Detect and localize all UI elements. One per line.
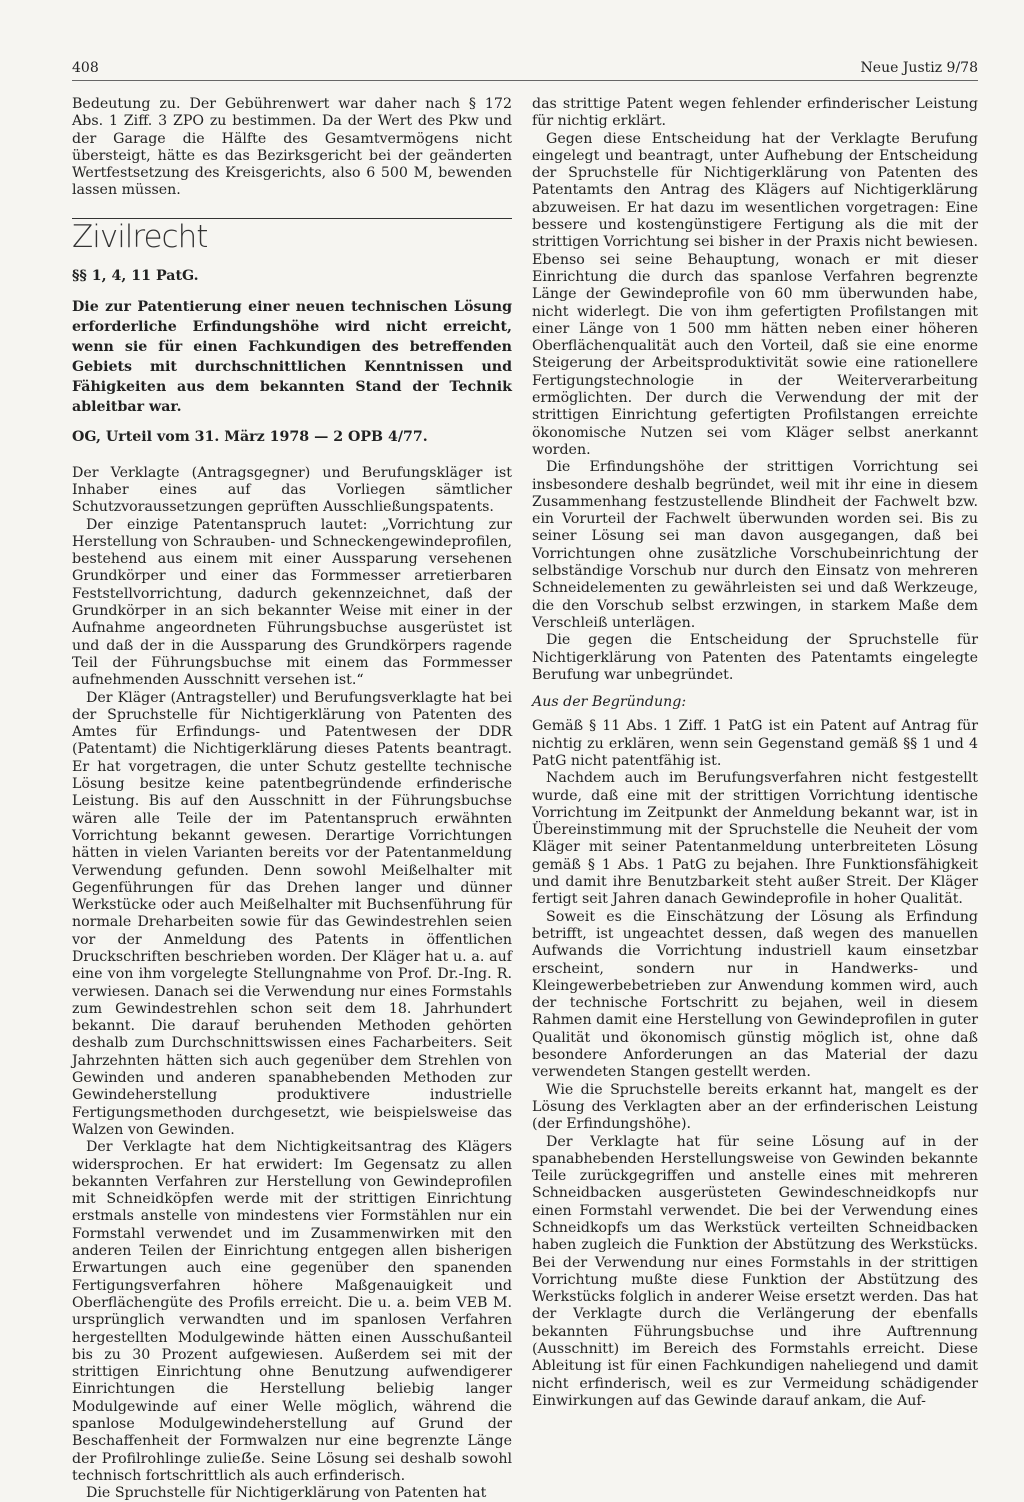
headnote: Die zur Patentierung einer neuen technischen Lösung erforderliche Erfindungshöhe wird nicht erreicht, wenn sie für einen Fachkundigen des betreffenden Gebiets mit durchschnittlichen Kenntnissen und Fähigkeiten aus dem bekannten Stand der Technik ableitbar war. (72, 299, 512, 416)
body-paragraph: Der einzige Patentanspruch lautet: „Vorrichtung zur Herstellung von Schrauben- und Schneckengewindeprofilen, bestehend aus einem mit einer Aussparung versehenen Grundkörper und einer das Formmesser arretierbaren Feststellvorrichtung, dadurch gekennzeichnet, daß der Grundkörper in an sich bekannter Weise mit einer in der Aufnahme angeordneten Führungsbuchse ausgerüstet ist und daß der in die Aussparung des Grundkörpers ragende Teil der Führungsbuchse mit einem das Formmesser aufnehmenden Ausschnitt versehen ist.“ (72, 516, 512, 689)
left-column (72, 96, 512, 1502)
body-paragraph: Der Verklagte hat für seine Lösung auf in der spanabhebenden Herstellungsweise von Gewinden bekannte Teile zurückgegriffen und anstelle eines mit mehreren Schneidbacken ausgerüsteten Gewindeschneidkopfs nur einen Formstahl verwendet. Die bei der Verwendung eines Schneidkopfs um das Werkstück verteilten Schneidbacken haben zugleich die Funktion der Abstützung des Werkstücks. Bei der Verwendung nur eines Formstahls in der strittigen Vorrichtung mußte diese Funktion der Abstützung des Werkstücks folglich in anderer Weise ersetzt werden. Das hat der Verklagte durch die Verlängerung der ebenfalls bekannten Führungsbuchse und ihre Auftrennung (Ausschnitt) im Bereich des Formstahls erreicht. Diese Ableitung ist für einen Fachkundigen naheliegend und damit nicht erfinderisch, weil es zur Vermeidung schädigender Einwirkungen auf das Gewinde darauf ankam, die Auf- (532, 1133, 978, 1409)
page-header (0, 56, 1024, 80)
reasons-subheading: Aus der Begründung: (532, 694, 687, 711)
body-paragraph: Nachdem auch im Berufungsverfahren nicht festgestellt wurde, daß eine mit der strittigen Vorrichtung identische Vorrichtung im Zeitpunkt der Anmeldung bekannt war, ist in Übereinstimmung mit der Spruchstelle die Neuheit der vom Kläger mit seiner Patentanmeldung unterbreiteten Lösung gemäß § 1 Abs. 1 PatG zu bejahen. Ihre Funktionsfähigkeit und damit ihre Benutzbarkeit steht außer Streit. Der Kläger fertigt seit Jahren danach Gewindeprofile in hoher Qualität. (532, 770, 978, 908)
body-paragraph: Die gegen die Entscheidung der Spruchstelle für Nichtigerklärung von Patenten des Patentamts eingelegte Berufung war unbegründet. (532, 632, 978, 683)
court-reference: OG, Urteil vom 31. März 1978 — 2 OPB 4/77. (72, 429, 428, 446)
paragraph-reference: §§ 1, 4, 11 PatG. (72, 268, 199, 285)
right-column (532, 96, 978, 1410)
body-paragraph: Der Kläger (Antragsteller) und Berufungsverklagte hat bei der Spruchstelle für Nichtigerklärung von Patenten des Amtes für Erfindungs- und Patentwesen der DDR (Patentamt) die Nichtigerklärung dieses Patents beantragt. Er hat vorgetragen, die unter Schutz gestellte technische Lösung besitze keine patentbegründende erfinderische Leistung. Bis auf den Ausschnitt in der Führungsbuchse wären alle Teile der im Patentanspruch erwähnten Vorrichtung bekannt gewesen. Derartige Vorrichtungen hätten in vielen Varianten bereits vor der Patentanmeldung Verwendung gefunden. Denn sowohl Meißelhalter mit Gegenführungen für das Drehen langer und dünner Werkstücke oder auch Meißelhalter mit Buchsenführung für normale Dreharbeiten sowie für das Gewindestrehlen seien vor der Anmeldung des Patents in öffentlichen Druckschriften beschrieben worden. Der Kläger hat u. a. auf eine von ihm vorgelegte Stellungnahme von Prof. Dr.-Ing. R. verwiesen. Danach sei die Verwendung nur eines Formstahls zum Gewindestrehlen schon seit dem 18. Jahrhundert bekannt. Die darauf beruhenden Methoden gehörten deshalb zum Durchschnittswissen eines Facharbeiters. Seit Jahrzehnten hätten sich auch gegenüber dem Strehlen von Gewinden und anderen spanabhebenden Methoden zur Gewindeherstellung produktivere industrielle Fertigungsmethoden durchgesetzt, wie beispielsweise das Walzen von Gewinden. (72, 689, 512, 1138)
body-paragraph: Der Verklagte (Antragsgegner) und Berufungskläger ist Inhaber eines auf das Vorliegen sämtlicher Schutzvoraussetzungen geprüften Ausschließungspatents. (72, 464, 512, 516)
intro-paragraph: Bedeutung zu. Der Gebührenwert war daher nach § 172 Abs. 1 Ziff. 3 ZPO zu bestimmen. Da der Wert des Pkw und der Garage die Hälfte des Gesamtvermögens nicht übersteigt, hätte es das Bezirksgericht bei der geänderten Wertfestsetzung des Kreisgerichts, also 6 500 M, bewenden lassen müssen. (72, 96, 512, 199)
header-rule (72, 80, 978, 81)
body-paragraph: Der Verklagte hat dem Nichtigkeitsantrag des Klägers widersprochen. Er hat erwidert: Im Gegensatz zu allen bekannten Verfahren zur Herstellung von Gewindeprofilen mit Schneidköpfen werde mit der strittigen Einrichtung erstmals anstelle von mindestens vier Formstählen nur ein Formstahl verwendet und im Zusammenwirken mit den anderen Teilen der Einrichtung entgegen allen bisherigen Erwartungen auch eine gegenüber den spanenden Fertigungsverfahren höhere Maßgenauigkeit und Oberflächengüte des Profils erreicht. Die u. a. beim VEB M. ursprünglich verwandten und im spanlosen Verfahren hergestellten Modulgewinde hätten einen Ausschußanteil bis zu 30 Prozent aufgewiesen. Außerdem sei mit der strittigen Einrichtung ohne Benutzung aufwendigerer Einrichtungen die Herstellung beliebig langer Modulgewinde auf einer Welle möglich, während die spanlose Modulgewindeherstellung auf Grund der Beschaffenheit der Formwalzen nur eine begrenzte Länge der Profilrohlinge zulieẞe. Seine Lösung sei deshalb sowohl technisch fortschrittlich als auch erfinderisch. (72, 1139, 512, 1484)
body-paragraph: Soweit es die Einschätzung der Lösung als Erfindung betrifft, ist ungeachtet dessen, daß wegen des manuellen Aufwands die Vorrichtung industriell kaum einsetzbar erscheint, sondern nur in Handwerks- und Kleingewerbebetrieben zur Anwendung kommen wird, auch der technische Fortschritt zu bejahen, weil in diesem Rahmen damit eine Herstellung von Gewindeprofilen in guter Qualität und ökonomisch günstig möglich ist, ohne daß besondere Anforderungen an das Material der dazu verwendeten Stangen gestellt werden. (532, 908, 978, 1081)
body-paragraph: Die Spruchstelle für Nichtigerklärung von Patenten hat (86, 1485, 487, 1502)
body-paragraph: Gegen diese Entscheidung hat der Verklagte Berufung eingelegt und beantragt, unter Aufhebung der Entscheidung der Spruchstelle für Nichtigerklärung von Patenten des Patentamts den Antrag des Klägers auf Nichtigerklärung abzuweisen. Er hat dazu im wesentlichen vorgetragen: Eine bessere und kostengünstigere Fertigung als die mit der strittigen Vorrichtung sei bisher in der Praxis nicht bewiesen. Ebenso sei seine Behauptung, wonach er mit dieser Einrichtung die durch das spanlose Verfahren begrenzte Länge der Gewindeprofile von 60 mm überwunden habe, nicht widerlegt. Die von ihm gefertigten Profilstangen mit einer Länge von 1 500 mm hätten neben einer höheren Oberflächenqualität auch den Vorteil, daß sie eine enorme Steigerung der Arbeitsproduktivität sowie eine rationellere Fertigungstechnologie in der Weiterverarbeitung ermöglichten. Der durch die Verwendung der mit der strittigen Einrichtung gefertigten Profilstangen erreichte ökonomische Nutzen sei vom Kläger selbst anerkannt worden. (532, 130, 978, 458)
body-paragraph: Wie die Spruchstelle bereits erkannt hat, mangelt es der Lösung des Verklagten aber an der erfinderischen Leistung (der Erfindungshöhe). (532, 1081, 978, 1133)
section-title: Zivilrecht (72, 218, 208, 255)
body-paragraph: Gemäß § 11 Abs. 1 Ziff. 1 PatG ist ein Patent auf Antrag für nichtig zu erklären, wenn sein Gegenstand gemäß §§ 1 und 4 PatG nicht patentfähig ist. (532, 718, 978, 769)
body-paragraph: das strittige Patent wegen fehlender erfinderischer Leistung für nichtig erklärt. (532, 96, 978, 130)
body-paragraph: Die Erfindungshöhe der strittigen Vorrichtung sei insbesondere deshalb begründet, weil mit ihr eine in diesem Zusammenhang festzustellende Blindheit der Fachwelt bzw. ein Vorurteil der Fachwelt überwunden worden sei. Bis zu seiner Lösung sei man davon ausgegangen, daß bei Vorrichtungen ohne zusätzliche Vorschubeinrichtung der selbständige Vorschub nur durch den Einsatz von mehreren Schneidelementen zu gewährleisten sei und daß Werkzeuge, die den Vorschub selbst erzwingen, in starkem Maße dem Verschleiß unterlägen. (532, 459, 978, 631)
journal-issue: Neue Justiz 9/78 (860, 60, 978, 76)
page-number: 408 (72, 60, 99, 76)
